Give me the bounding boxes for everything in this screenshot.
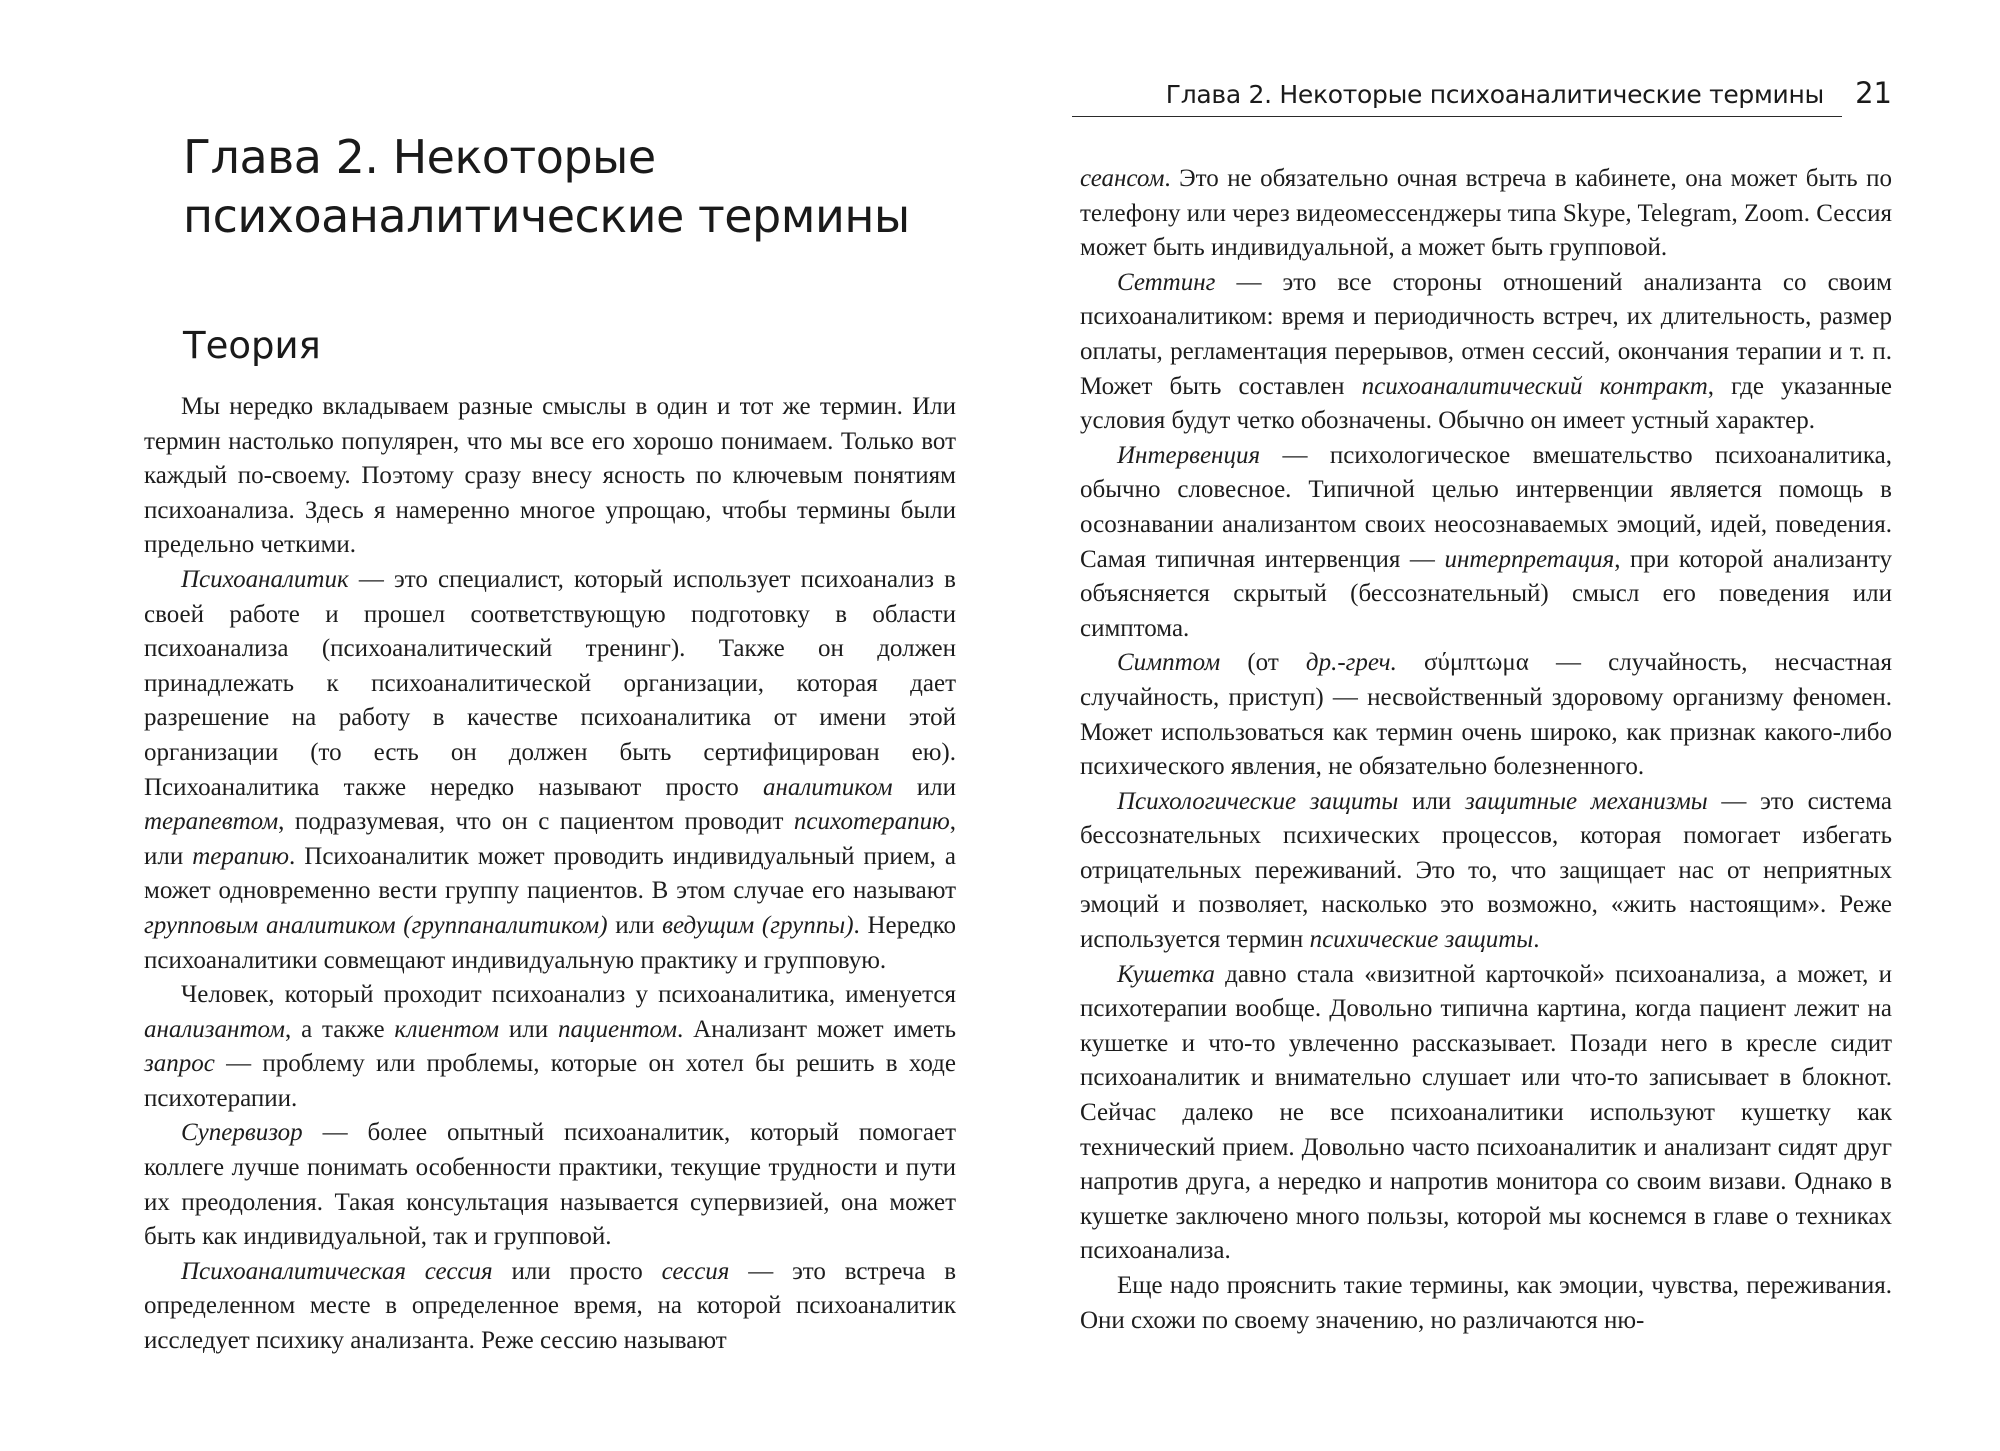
text-run: σύμπτωμα — случайность, несчастная случайность, приступ) — несвойственный здоровому организму феномен. Может использоваться как термин очень широко, как признак какого-либо психического явления, не обязательно болезненного.	[1080, 649, 1892, 781]
running-header-title: Глава 2. Некоторые психоаналитические термины	[1165, 80, 1824, 109]
term-italic: терапию	[192, 842, 290, 870]
term-italic: клиентом	[394, 1015, 500, 1043]
text-run: Человек, который проходит психоанализ у психоаналитика, именуется	[181, 981, 956, 1009]
text-run: давно стала «визитной карточкой» психоанализа, а может, и психотерапии вообще. Довольно типична картина, когда пациент лежит на кушетке и что-то увлеченно рассказывает. Позади него в кресле сидит психоаналитик и внимательно слушает или что-то записывает в блокнот. Сейчас далеко не все психоаналитики используют кушетку как технический прием. Довольно часто психоаналитик и анализант сидят друг напротив друга, а нередко и напротив монитора со своим визави. Однако в кушетке заключено много пользы, которой мы коснемся в главе о техниках психоанализа.	[1080, 960, 1892, 1265]
text-run: — это специалист, который использует психоанализ в своей работе и прошел соответствующую подготовку в области психоанализа (психоаналитический тренинг). Также он должен принадлежать к психоаналитической организации, которая дает разрешение на работу в качестве психоаналитика от имени этой организации (то есть он должен быть сертифицирован ею). Психоаналитика также нередко называют просто	[144, 565, 956, 801]
text-run: — проблему или проблемы, которые он хотел бы решить в ходе психотерапии.	[144, 1050, 956, 1112]
text-run: или	[1398, 787, 1465, 815]
text-run: , при которой анализанту объясняется скрытый (бессознательный) смысл его поведения или симптома.	[1080, 545, 1893, 642]
term-italic: сессия	[661, 1257, 730, 1285]
term-italic: др.-греч.	[1305, 649, 1397, 677]
paragraph	[144, 1116, 956, 1254]
term-italic: сеансом	[1080, 165, 1165, 192]
text-run: или просто	[492, 1257, 662, 1285]
header-rule	[1072, 116, 1842, 117]
term-italic: психические защиты	[1309, 926, 1534, 954]
term-italic: Интервенция	[1117, 441, 1261, 469]
text-run: или	[607, 911, 663, 939]
term-italic: Сеттинг	[1117, 268, 1216, 296]
text-run: , или	[144, 808, 956, 870]
paragraph	[1080, 1269, 1892, 1338]
term-italic: Кушетка	[1117, 960, 1215, 988]
text-run: . Нередко психоаналитики совмещают индивидуальную практику и групповую.	[144, 911, 957, 974]
term-italic: психотерапию	[793, 808, 950, 836]
text-run: , а также	[285, 1015, 395, 1043]
text-run: , подразумевая, что он с пациентом проводит	[278, 808, 794, 836]
text-run: . Это не обязательно очная встреча в кабинете, она может быть по телефону или через видеомессенджеры типа Skype, Telegram, Zoom. Сессия может быть индивидуальной, а может быть групповой.	[1080, 165, 1892, 262]
right-page	[1000, 0, 2000, 1451]
paragraph	[1080, 646, 1892, 784]
term-italic: психоаналитический контракт	[1361, 372, 1708, 400]
paragraph	[1080, 958, 1892, 1269]
text-run: Еще надо прояснить такие термины, как эмоции, чувства, переживания. Они схожи по своему значению, но различаются ню-	[1080, 1272, 1892, 1334]
text-run: , где указанные условия будут четко обозначены. Обычно он имеет устный характер.	[1080, 372, 1893, 435]
term-italic: Супервизор	[181, 1119, 303, 1147]
term-italic: Симптом	[1117, 649, 1221, 677]
text-run: (от	[1220, 649, 1306, 677]
term-italic: пациентом	[557, 1015, 678, 1043]
term-italic: аналитиком	[762, 773, 893, 801]
chapter-title: Глава 2. Некоторые психоаналитические термины	[183, 130, 910, 243]
text-run: . Анализант может иметь	[677, 1015, 956, 1043]
page-number: 21	[1855, 76, 1892, 110]
term-italic: Психоаналитическая сессия	[181, 1257, 493, 1285]
left-body-text	[144, 390, 956, 1359]
text-run: — это все стороны отношений анализанта со своим психоаналитиком: время и периодичность встреч, их длительность, размер оплаты, регламентация перерывов, отмен сессий, окончания терапии и т. п. Может быть составлен	[1080, 268, 1892, 400]
text-run: — более опытный психоаналитик, который помогает коллеге лучше понимать особенности практики, текущие трудности и пути их преодоления. Такая консультация называется супервизией, она может быть как индивидуальной, так и групповой.	[144, 1119, 956, 1251]
paragraph	[144, 978, 956, 1116]
paragraph	[1080, 266, 1892, 439]
term-italic: групповым аналитиком (группаналитиком)	[144, 911, 608, 939]
term-italic: терапевтом	[144, 808, 279, 836]
paragraph	[144, 390, 956, 563]
right-body-text	[1080, 162, 1892, 1338]
text-run: — психологическое вмешательство психоаналитика, обычно словесное. Типичной целью интервенции является помощь в осознавании анализантом своих неосознаваемых эмоций, идей, поведения. Самая типичная интервенция —	[1080, 441, 1892, 573]
term-italic: защитные механизмы	[1465, 787, 1708, 815]
term-italic: Психоаналитик	[181, 565, 349, 593]
term-italic: запрос	[144, 1050, 215, 1078]
text-run: . Психоаналитик может проводить индивидуальный прием, а может одновременно вести группу пациентов. В этом случае его называют	[144, 842, 956, 905]
text-run: .	[1533, 926, 1540, 954]
term-italic: ведущим (группы)	[662, 911, 854, 939]
paragraph	[144, 563, 956, 978]
term-italic: анализантом	[144, 1015, 286, 1043]
paragraph	[144, 1255, 956, 1359]
paragraph	[1080, 785, 1892, 958]
paragraph	[1080, 162, 1892, 266]
term-italic: интерпретация	[1444, 545, 1615, 573]
term-italic: Психологические защиты	[1117, 787, 1399, 815]
section-title: Теория	[183, 324, 321, 367]
running-header	[1072, 76, 1892, 120]
text-run: — это система бессознательных психических процессов, которая помогает избегать отрицательных переживаний. Это то, что защищает нас от неприятных эмоций и позволяет, насколько это возможно, «жить настоящим». Реже используется термин	[1080, 787, 1892, 954]
text-run: или	[499, 1015, 558, 1043]
text-run: или	[892, 773, 956, 801]
text-run: — это встреча в определенном месте в определенное время, на которой психоаналитик исследует психику анализанта. Реже сессию называют	[144, 1257, 956, 1355]
paragraph	[1080, 439, 1892, 647]
text-run: Мы нередко вкладываем разные смыслы в один и тот же термин. Или термин настолько популярен, что мы все его хорошо понимаем. Только вот каждый по-своему. Поэтому сразу внесу ясность по ключевым понятиям психоанализа. Здесь я намеренно многое упрощаю, чтобы термины были предельно четкими.	[144, 393, 956, 559]
